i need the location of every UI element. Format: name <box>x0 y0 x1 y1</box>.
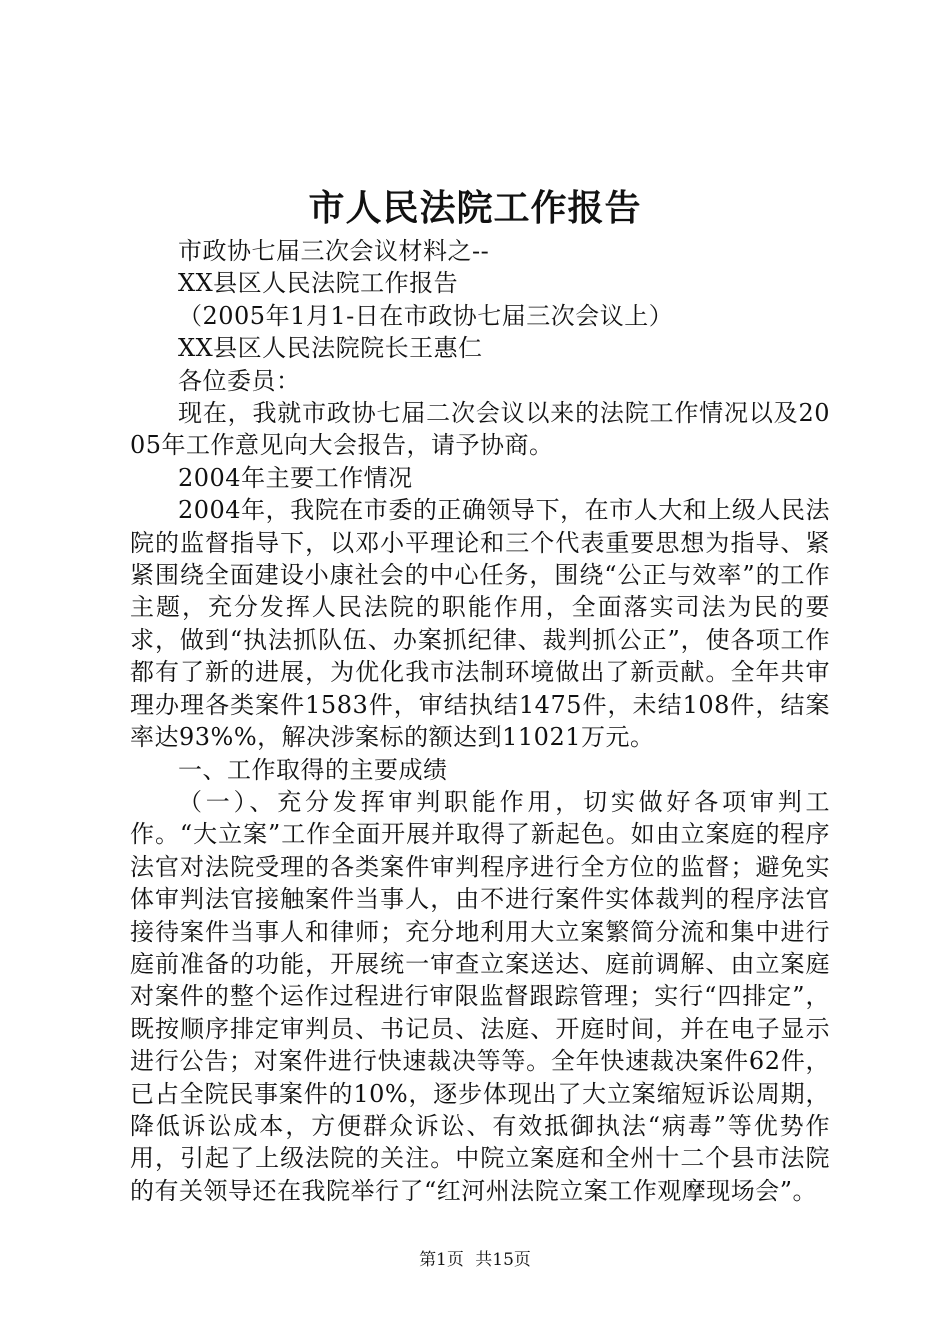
document-title: 市人民法院工作报告 <box>308 187 642 229</box>
paragraph-material-note: 市政协七届三次会议材料之-- <box>178 237 490 265</box>
paragraph-overview: 2004年，我院在市委的正确领导下，在市人大和上级人民法院的监督指导下，以邓小平理论和三个代表重要思想为指导、紧紧围绕全面建设小康社会的中心任务，围绕“公正与效率”的工作主题，充分发挥人民法院的职能作用，全面落实司法为民的要求，做到“执法抓队伍、办案抓纪律、裁判抓公正”，使各项工作都有了新的进展，为优化我市法制环境做出了新贡献。全年共审理办理各类案件1583件，审结执结1475件，未结108件，结案率达93%%，解决涉案标的额达到11021万元。 <box>130 496 830 752</box>
paragraph-intro: 现在，我就市政协七届二次会议以来的法院工作情况以及2005年工作意见向大会报告，请予协商。 <box>130 399 830 460</box>
paragraph-date-note: （2005年1月1-日在市政协七届三次会议上） <box>178 301 674 330</box>
document-body <box>130 235 830 1207</box>
paragraph-report-name: XX县区人民法院工作报告 <box>178 269 459 298</box>
paragraph-salutation: 各位委员： <box>178 366 301 395</box>
page-total: 共15页 <box>475 1250 531 1270</box>
paragraph-subsection-heading: 一、工作取得的主要成绩 <box>178 755 448 784</box>
page-footer <box>0 1248 950 1272</box>
paragraph-section-heading: 2004年主要工作情况 <box>178 463 413 492</box>
page-number: 第1页 <box>419 1250 464 1270</box>
paragraph-filing-work: （一）、充分发挥审判职能作用，切实做好各项审判工作。“大立案”工作全面开展并取得了新起色。如由立案庭的程序法官对法院受理的各类案件审判程序进行全方位的监督；避免实体审判法官接触案件当事人，由不进行案件实体裁判的程序法官接待案件当事人和律师；充分地利用大立案繁简分流和集中进行庭前准备的功能，开展统一审查立案送达、庭前调解、由立案庭对案件的整个运作过程进行审限监督跟踪管理；实行“四排定”，既按顺序排定审判员、书记员、法庭、开庭时间，并在电子显示进行公告；对案件进行快速裁决等等。全年快速裁决案件62件，已占全院民事案件的10%，逐步体现出了大立案缩短诉讼周期，降低诉讼成本，方便群众诉讼、有效抵御执法“病毒”等优势作用，引起了上级法院的关注。中院立案庭和全州十二个县市法院的有关领导还在我院举行了“红河州法院立案工作观摩现场会”。 <box>130 787 830 1205</box>
paragraph-author: XX县区人民法院院长王惠仁 <box>178 334 483 363</box>
